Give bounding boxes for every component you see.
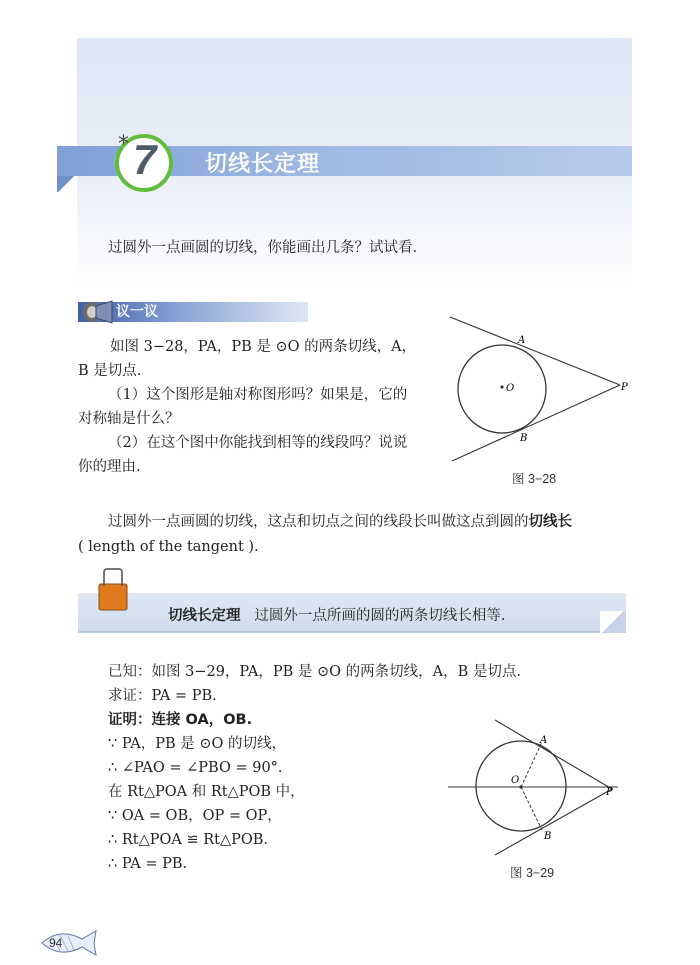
circle-o [458, 345, 546, 433]
discuss-line: B 是切点. [78, 363, 142, 379]
theorem-text: 过圆外一点所画的圆的两条切线长相等. [254, 608, 506, 624]
proof-step: ∵ PA，PB 是 ⊙O 的切线， [108, 736, 287, 752]
tangent-pb [452, 385, 620, 461]
title-band-tail [57, 176, 75, 192]
label-b: B [544, 831, 552, 842]
label-p: P [621, 382, 628, 393]
page-number: 94 [49, 936, 63, 950]
proof-start: 证明：连接 OA，OB. [108, 712, 253, 728]
intro-text: 过圆外一点画圆的切线，你能画出几条？试试看. [108, 240, 418, 256]
proof-step: ∵ OA = OB，OP = OP， [108, 808, 282, 824]
definition-line-1 [108, 510, 628, 534]
tangent-pb [495, 789, 612, 855]
figure-3-28-caption: 图 3−28 [512, 472, 557, 486]
binder-clip-icon [96, 568, 130, 614]
section-number: 7 [133, 136, 157, 183]
label-p: P [606, 787, 613, 798]
center-point [519, 785, 522, 788]
label-a: A [518, 335, 526, 346]
fish-icon [38, 925, 102, 961]
label-a: A [540, 735, 548, 746]
optional-section-star: * [118, 132, 129, 157]
figure-3-29 [440, 715, 630, 865]
label-b: B [520, 433, 528, 444]
proof-step: 在 Rt△POA 和 Rt△POB 中， [108, 784, 305, 800]
label-o: O [506, 383, 515, 394]
segment-ob [521, 787, 542, 830]
figure-3-28 [440, 305, 640, 475]
proof-step: ∴ ∠PAO = ∠PBO = 90°. [108, 760, 283, 776]
discuss-line: 你的理由. [78, 459, 141, 475]
definition-text: 过圆外一点画圆的切线，这点和切点之间的线段长叫做这点到圆的 [108, 514, 529, 530]
discuss-label: 议一议 [116, 304, 158, 320]
definition-line-2: ( length of the tangent ). [78, 539, 259, 555]
proof-step: ∴ Rt△POA ≌ Rt△POB. [108, 832, 269, 848]
figure-3-29-caption: 图 3−29 [510, 866, 555, 880]
segment-oa [521, 742, 542, 787]
label-o: O [511, 775, 520, 786]
proof-goal: 求证：PA = PB. [108, 688, 217, 704]
theorem-name: 切线长定理 [168, 608, 241, 624]
discuss-line: （2）在这个图中你能找到相等的线段吗？说说 [108, 435, 408, 451]
discuss-line: 对称轴是什么？ [78, 411, 180, 427]
page-title: 切线长定理 [205, 152, 321, 177]
theorem-box-fold [600, 611, 626, 633]
definition-term: 切线长 [528, 514, 572, 530]
megaphone-icon [80, 298, 116, 326]
center-point [500, 385, 503, 388]
tangent-pa [450, 317, 620, 385]
theorem-statement [168, 604, 505, 625]
discuss-line: 如图 3−28，PA，PB 是 ⊙O 的两条切线，A， [110, 339, 417, 355]
discuss-line: （1）这个图形是轴对称图形吗？如果是，它的 [108, 387, 408, 403]
discuss-body [78, 335, 438, 479]
proof-conclusion: ∴ PA = PB. [108, 856, 188, 872]
proof-given: 已知：如图 3−29，PA，PB 是 ⊙O 的两条切线，A，B 是切点. [108, 664, 521, 680]
